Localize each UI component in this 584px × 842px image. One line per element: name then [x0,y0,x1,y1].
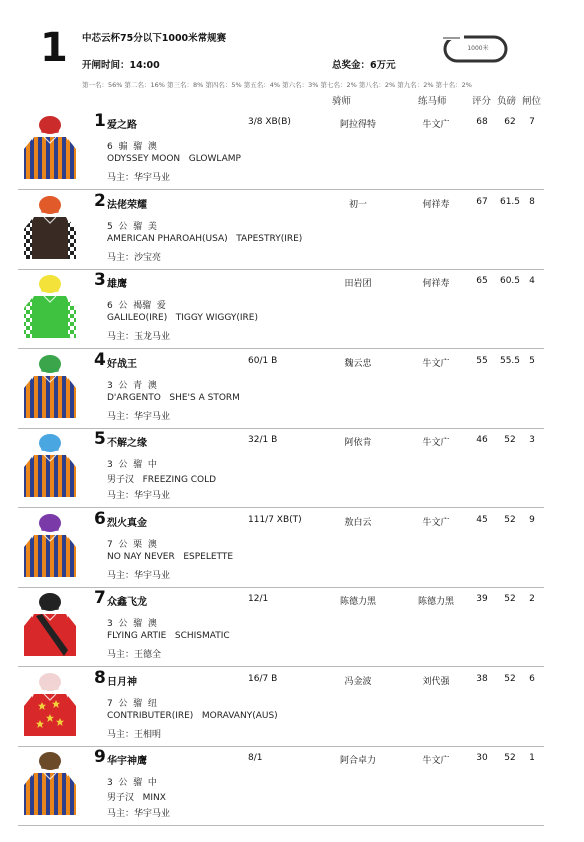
horse-name[interactable]: 雄鹰 [107,279,127,290]
header-draw: 闸位 [522,96,542,107]
horse-owner: 马主：华宇马业 [107,173,171,183]
draw: 2 [529,594,535,604]
runner-row[interactable] [18,588,544,667]
jockey-silks-icon [22,672,78,738]
runner-row[interactable] [18,747,544,826]
rating: 67 [476,196,488,207]
horse-owner: 马主：华宇马业 [107,570,171,581]
rating: 30 [476,753,488,763]
prize-distribution: 第一名：56% 第二名：16% 第三名：8% 第四名：5% 第五名：4% 第六名：3% 第七名：2% 第八名：2% 第九名：2% 第十名：2% [82,81,472,89]
horse-pedigree: CONTRIBUTER(IRE) MORAVANY(AUS) [107,710,278,721]
jockey-silks-icon [22,354,78,420]
horse-pedigree: AMERICAN PHAROAH(USA) TAPESTRY(IRE) [107,233,303,244]
horse-pedigree: 男子汉 FREEZING COLD [107,475,217,485]
jockey-silks-icon [22,115,78,181]
trainer-name: 何祥寿 [422,279,450,289]
jockey-silks-icon [22,195,78,261]
horse-owner: 马主：玉龙马业 [107,332,171,342]
race-distance: 1000米 [467,45,489,52]
horse-pedigree: D'ARGENTO SHE'S A STORM [107,392,240,403]
runner-number: 9 [94,747,106,767]
jockey-name: 魏云忠 [344,358,372,369]
horse-pedigree: 男子汉 MINX [107,793,166,803]
draw: 6 [529,673,535,684]
header-weight: 负磅 [497,96,517,107]
trainer-name: 牛文广 [422,756,450,766]
trainer-name: 牛文广 [422,517,450,528]
draw: 5 [529,355,535,366]
runner-row[interactable] [18,509,544,588]
runner-row[interactable] [18,350,544,429]
draw: 1 [529,753,535,763]
rating: 38 [476,673,488,684]
horse-profile: 3 公 骝 中 [107,778,157,788]
jockey-name: 初一 [348,199,367,210]
horse-name[interactable]: 法佬荣耀 [107,199,147,211]
odds: 3/8 XB(B) [248,117,291,127]
race-title: 中芯云杯75分以下1000米常规赛 [82,33,227,44]
jockey-name: 敖白云 [344,517,372,528]
rating: 68 [476,117,488,127]
jockey-silks-icon [22,433,78,499]
horse-name[interactable]: 爱之路 [107,120,137,131]
odds: 32/1 B [248,435,278,445]
runner-number: 8 [94,667,106,688]
jockey-name: 阿依肯 [344,438,372,448]
horse-pedigree: ODYSSEY MOON GLOWLAMP [107,154,241,164]
jockey-silks-icon [22,274,78,340]
runner-row[interactable] [18,111,544,190]
rating: 65 [476,276,488,286]
rating: 46 [476,435,488,445]
weight: 60.5 [499,276,521,286]
horse-profile: 7 公 骝 纽 [107,698,157,709]
trainer-name: 陈德力黑 [417,597,454,607]
header-rating: 评分 [472,96,492,107]
weight: 55.5 [499,355,521,366]
horse-owner: 马主：华宇马业 [107,411,171,422]
race-number: 1 [40,25,68,71]
odds: 8/1 [248,753,263,763]
draw: 3 [529,435,535,445]
runner-number: 1 [94,111,106,131]
draw: 4 [529,276,535,286]
horse-name[interactable]: 烈火真金 [107,517,147,529]
runner-number: 7 [94,588,106,608]
odds: 16/7 B [248,673,278,684]
rating: 39 [476,594,488,604]
horse-profile: 3 公 骝 中 [107,460,157,470]
horse-profile: 3 公 青 澳 [107,380,157,391]
draw: 7 [529,117,535,127]
rating: 55 [476,355,488,366]
horse-profile: 6 公 褐骝 爱 [107,301,166,311]
odds: 60/1 B [248,355,278,366]
horse-profile: 7 公 栗 澳 [107,539,157,550]
horse-name[interactable]: 华宇神鹰 [107,756,147,767]
horse-owner: 马主：王德全 [107,650,162,660]
jockey-name: 阿拉得特 [339,120,376,130]
horse-owner: 马主：沙宝亮 [107,252,162,263]
trainer-name: 牛文广 [422,358,450,369]
runner-number: 4 [94,349,106,370]
horse-profile: 3 公 骝 澳 [107,619,157,629]
horse-pedigree: FLYING ARTIE SCHISMATIC [107,631,230,641]
runner-row[interactable] [18,270,544,349]
weight: 52 [504,514,516,525]
runner-row[interactable] [18,429,544,508]
jockey-name: 冯金波 [344,676,372,687]
weight: 52 [504,594,516,604]
jockey-silks-icon [22,751,78,817]
trainer-name: 刘代强 [422,676,450,687]
horse-owner: 马主：华宇马业 [107,809,171,819]
weight: 52 [504,435,516,445]
horse-owner: 马主：王相明 [107,729,162,740]
weight: 52 [504,753,516,763]
jockey-name: 田岩团 [344,279,372,289]
jockey-silks-icon [22,513,78,579]
row-divider [18,825,544,826]
runner-number: 5 [94,429,106,449]
trainer-name: 牛文广 [422,438,450,448]
draw: 9 [529,514,535,525]
trainer-name: 何祥寿 [422,199,450,210]
draw: 8 [529,196,535,207]
race-start-time: 开闸时间：14:00 [82,60,160,71]
horse-name[interactable]: 不解之缘 [107,438,147,449]
jockey-name: 陈德力黑 [339,597,376,607]
header-jockey: 骑师 [332,96,352,107]
header-trainer: 练马师 [418,96,447,107]
horse-name[interactable]: 好战王 [107,358,137,370]
odds: 111/7 XB(T) [248,514,302,525]
weight: 62 [504,117,516,127]
odds: 12/1 [248,594,269,604]
rating: 45 [476,514,488,525]
horse-name[interactable]: 众鑫飞龙 [107,597,147,608]
horse-owner: 马主：华宇马业 [107,491,171,501]
runner-number: 6 [94,508,106,529]
horse-pedigree: GALILEO(IRE) TIGGY WIGGY(IRE) [107,313,258,323]
horse-name[interactable]: 日月神 [107,676,137,688]
jockey-silks-icon [22,592,78,658]
jockey-name: 阿合卓力 [339,756,376,766]
horse-profile: 5 公 骝 美 [107,221,157,232]
runner-number: 3 [94,270,106,290]
horse-pedigree: NO NAY NEVER ESPELETTE [107,551,234,562]
trainer-name: 牛文广 [422,120,450,130]
runner-number: 2 [94,190,106,211]
race-purse: 总奖金：6万元 [332,60,396,71]
weight: 52 [504,673,516,684]
weight: 61.5 [499,196,521,207]
runner-row[interactable] [18,668,544,747]
horse-profile: 6 骟 骝 澳 [107,142,157,152]
runner-row[interactable] [18,191,544,270]
